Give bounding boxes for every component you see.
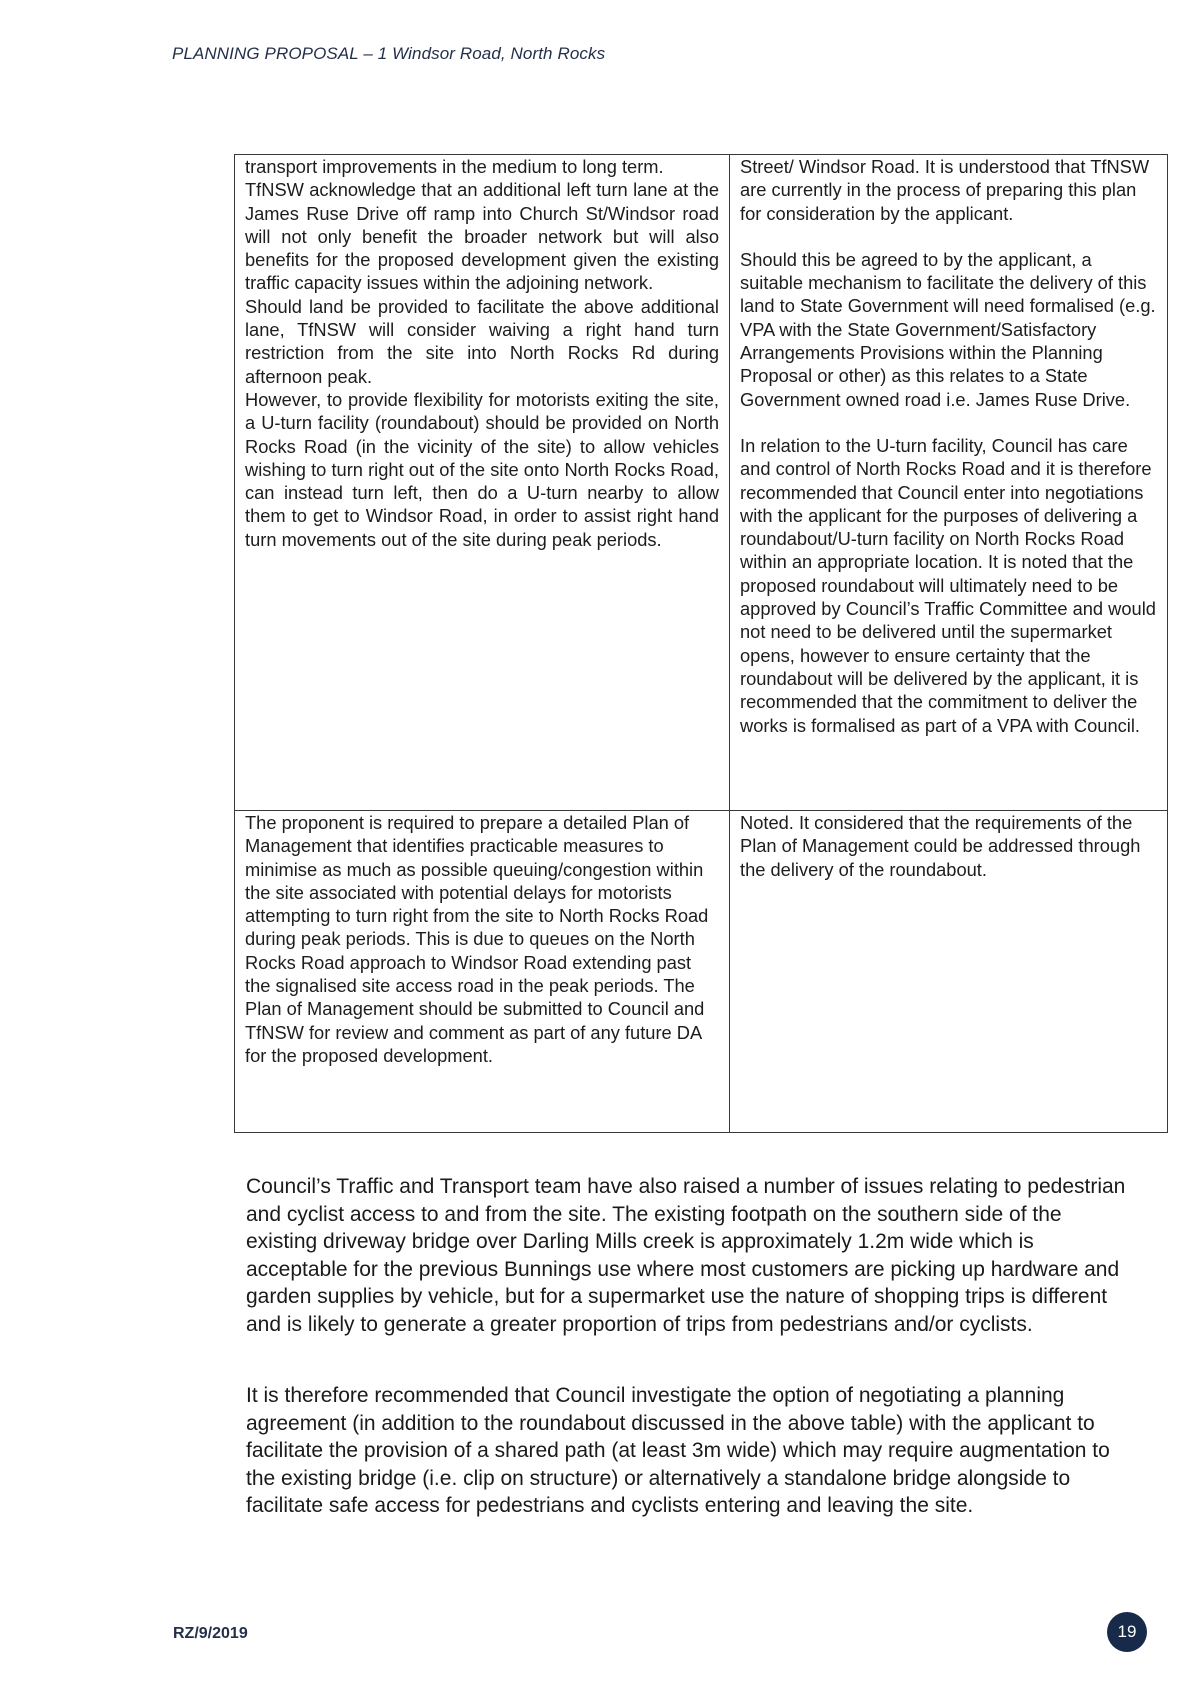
running-header: PLANNING PROPOSAL – 1 Windsor Road, North Rocks [172, 44, 606, 63]
response-table [234, 154, 1168, 1133]
table-row [235, 155, 1168, 811]
cell-paragraph: The proponent is required to prepare a detailed Plan of Management that identifies practicable measures to minimise as much as possible queuing/congestion within the site associated with potential delays for motorists attempting to turn right from the site to North Rocks Road during peak periods. This is due to queues on the North Rocks Road approach to Windsor Road extending past the signalised site access road in the peak periods. The Plan of Management should be submitted to Council and TfNSW for review and comment as part of any future DA for the proposed development. [245, 812, 709, 1066]
page-number-badge: 19 [1107, 1612, 1147, 1652]
table-cell-submission [235, 811, 730, 1133]
cell-paragraph: In relation to the U-turn facility, Council has care and control of North Rocks Road and it is therefore recommended that Council enter into negotiations with the applicant for the purposes of delivering a roundabout/U-turn facility on North Rocks Road within an appropriate location. It is noted that the proposed roundabout will ultimately need to be approved by Council’s Traffic Committee and would not need to be delivered until the supermarket opens, however to ensure certainty that the roundabout will be delivered by the applicant, it is recommended that the commitment to deliver the works is formalised as part of a VPA with Council. [740, 434, 1156, 736]
cell-paragraph: transport improvements in the medium to long term. [245, 156, 664, 177]
cell-paragraph: Noted. It considered that the requirements of the Plan of Management could be addressed through the delivery of the roundabout. [740, 812, 1141, 880]
paragraph-text: Council’s Traffic and Transport team have also raised a number of issues relating to pedestrian and cyclist access to and from the site. The existing footpath on the southern side of the existing driveway bridge over Darling Mills creek is approximately 1.2m wide which is acceptable for the previous Bunnings use where most customers are picking up hardware and garden supplies by vehicle, but for a supermarket use the nature of shopping trips is different and is likely to generate a greater proportion of trips from pedestrians and/or cyclists. [246, 1175, 1126, 1336]
table-cell-response [730, 155, 1168, 811]
body-paragraph-2 [246, 1382, 1136, 1520]
document-reference: RZ/9/2019 [173, 1625, 248, 1642]
paragraph-text: It is therefore recommended that Council investigate the option of negotiating a planning agreement (in addition to the roundabout discussed in the above table) with the applicant to facilitate the provision of a shared path (at least 3m wide) which may require augmentation to the existing bridge (i.e. clip on structure) or alternatively a standalone bridge alongside to facilitate safe access for pedestrians and cyclists entering and leaving the site. [246, 1384, 1110, 1518]
table-cell-response [730, 811, 1168, 1133]
table-row [235, 811, 1168, 1133]
body-paragraph-1 [246, 1173, 1136, 1339]
cell-paragraph: Street/ Windsor Road. It is understood that TfNSW are currently in the process of preparing this plan for consideration by the applicant. [740, 156, 1150, 224]
table-cell-submission [235, 155, 730, 811]
cell-paragraph: However, to provide flexibility for motorists exiting the site, a U-turn facility (roundabout) should be provided on North Rocks Road (in the vicinity of the site) to allow vehicles wishing to turn right out of the site onto North Rocks Road, can instead turn left, then do a U-turn nearby to allow them to get to Windsor Road, in order to assist right hand turn movements out of the site during peak periods. [245, 388, 719, 550]
cell-paragraph: Should this be agreed to by the applicant, a suitable mechanism to facilitate the delivery of this land to State Government will need formalised (e.g. VPA with the State Government/Satisfactory Arrangements Provisions within the Planning Proposal or other) as this relates to a State Government owned road i.e. James Ruse Drive. [740, 248, 1156, 410]
cell-paragraph: TfNSW acknowledge that an additional left turn lane at the James Ruse Drive off ramp into Church St/Windsor road will not only benefit the broader network but will also benefits for the proposed development given the existing traffic capacity issues within the adjoining network. [245, 179, 719, 294]
cell-paragraph: Should land be provided to facilitate the above additional lane, TfNSW will consider waiving a right hand turn restriction from the site into North Rocks Rd during afternoon peak. [245, 295, 719, 387]
